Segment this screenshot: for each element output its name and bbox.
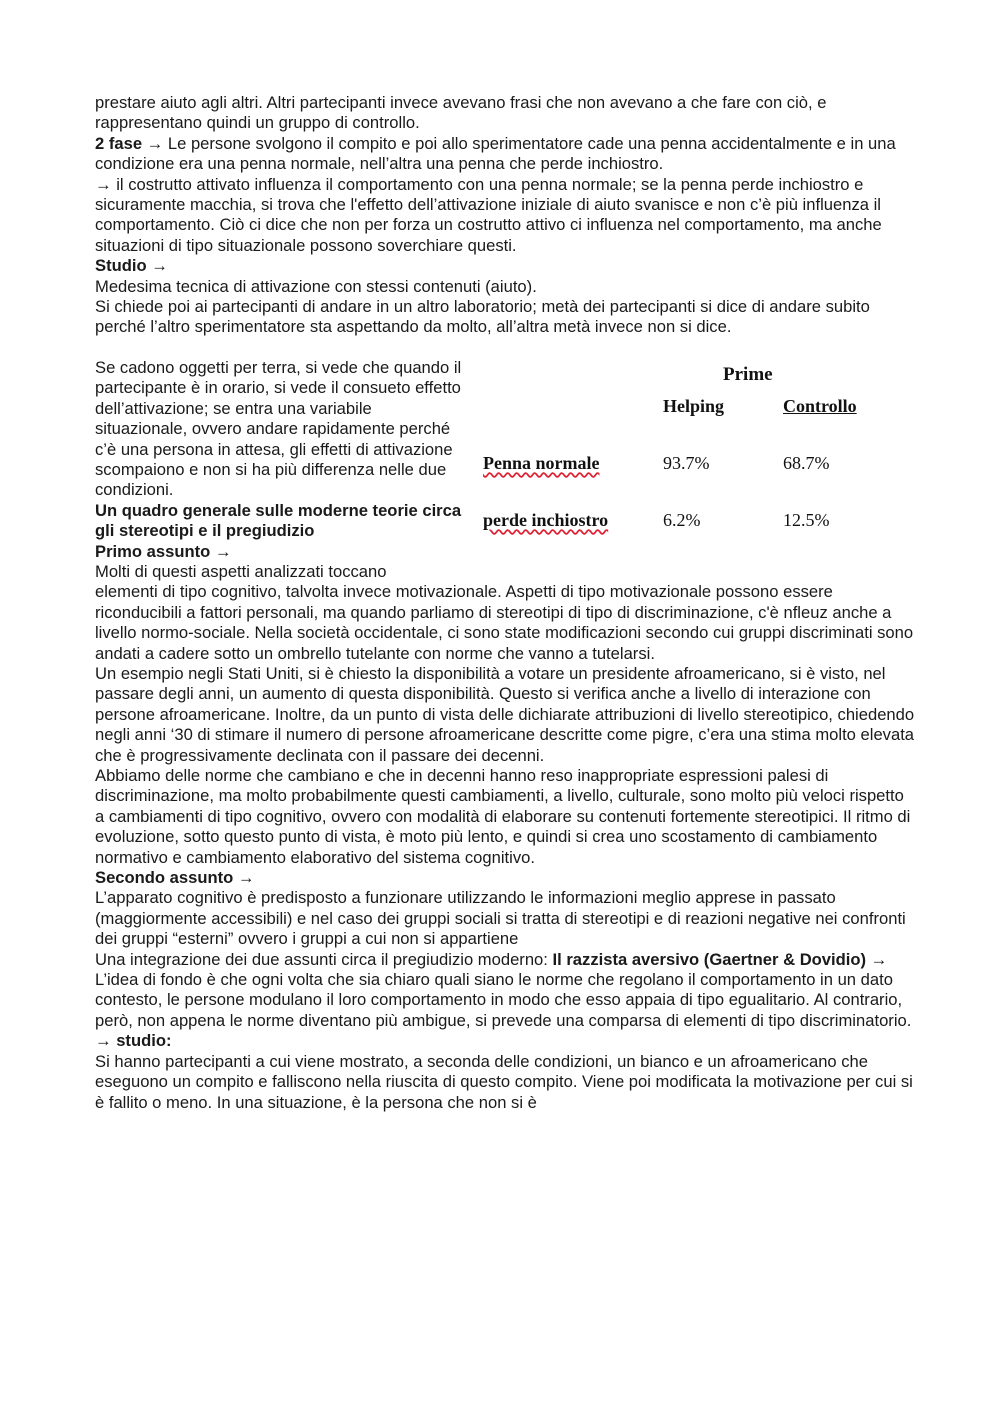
phase-label: 2 fase <box>95 133 143 153</box>
paragraph: Si hanno partecipanti a cui viene mostrato, a seconda delle condizioni, un bianco e un afroamericano che eseguono un compito e falliscono nella riuscita di questo compito. Viene poi modificata la motivazione per cui si è fallito o meno. In una situazione, è la persona che non si è <box>95 1051 913 1112</box>
paragraph-text: Una integrazione dei due assunti circa il pregiudizio moderno: <box>95 949 553 969</box>
results-table <box>481 360 901 560</box>
paragraph: Si chiede poi ai partecipanti di andare in un altro laboratorio; metà dei partecipanti si dice di andare subito perché l’altro sperimentatore sta aspettando da molto, all’altra metà invece non si dice. <box>95 297 870 337</box>
paragraph: Medesima tecnica di attivazione con stessi contenuti (aiuto). <box>95 276 537 296</box>
paragraph: prestare aiuto agli altri. Altri partecipanti invece avevano frasi che non avevano a che fare con ciò, e rappresentano quindi un gruppo di controllo. <box>95 93 827 133</box>
paragraph: L’apparato cognitivo è predisposto a funzionare utilizzando le informazioni meglio apprese in passato (maggiormente accessibili) e nel caso dei gruppi sociali si tratta di stereotipi e di reazioni negative nei confronti dei gruppi “esterni” ovvero i gruppi a cui non si appartiene <box>95 888 906 949</box>
paragraph: Se cadono oggetti per terra, si vede che quando il partecipante è in orario, si vede il consueto effetto dell’attivazione; se entra una variabile situazionale, ovvero andare rapidamente perché c’è una persona in attesa, gli effetti di attivazione scompaiono e non si ha più differenza nelle due condizioni. <box>95 357 462 500</box>
table-row-label: perde inchiostro <box>483 509 609 530</box>
section-label: Studio → <box>95 256 168 276</box>
text-with-table <box>95 358 915 582</box>
paragraph: Un esempio negli Stati Uniti, si è chiesto la disponibilità a votare un presidente afroamericano, si è visto, nel passare degli anni, un aumento di questa disponibilità. Questo si verifica anche a livello di interazione con persone afroamericane. Inoltre, da un punto di vista delle dichiarate attribuzioni di livello stereotipico, chiedendo negli anni ‘30 di stimare il numero di persone afroamericane descritte come pigre, c’era una stima molto elevata che è progressivamente declinata con il passare dei decenni. <box>95 663 915 765</box>
paragraph: elementi di tipo cognitivo, talvolta invece motivazionale. Aspetti di tipo motivazionale possono essere riconducibili a fattori personali, ma quando parliamo di stereotipi di tipo di discriminazione, c'è nfleuz anche a livello normo-sociale. Nella società occidentale, ci sono state modificazioni secondo cui gruppi discriminati sono andati a cadere sotto un ombrello tutelante con norme che vanno a tutelarsi. <box>95 582 914 663</box>
bold-term: Il razzista aversivo (Gaertner & Dovidio) → <box>552 949 888 969</box>
left-column <box>95 358 465 582</box>
section-heading: Un quadro generale sulle moderne teorie circa gli stereotipi e il pregiudizio <box>95 500 462 541</box>
table-cell: 6.2% <box>663 509 701 530</box>
paragraph-text: → Le persone svolgono il compito e poi allo sperimentatore cade una penna accidentalmente e in una condizione era una penna normale, nell’altra una penna che perde inchiostro. <box>95 133 896 174</box>
section-label: → studio: <box>95 1031 172 1051</box>
table-col-controllo: Controllo <box>783 395 857 416</box>
paragraph <box>95 134 915 175</box>
table-cell: 68.7% <box>783 452 830 473</box>
table-cell: 93.7% <box>663 452 710 473</box>
table-row-label: Penna normale <box>483 452 600 473</box>
paragraph <box>95 950 915 970</box>
paragraph: L’idea di fondo è che ogni volta che sia chiaro quali siano le norme che regolano il comportamento in un dato contesto, le persone modulano il loro comportamento in modo che esso appaia di tipo egualitario. Al contrario, però, non appena le norme diventano più ambigue, si prevede una comparsa di elementi di tipo discriminatorio. <box>95 970 912 1030</box>
section-label: Primo assunto → <box>95 541 232 561</box>
table-col-helping: Helping <box>663 395 725 416</box>
table-cell: 12.5% <box>783 509 830 530</box>
table-title: Prime <box>723 363 773 385</box>
section-label: Secondo assunto → <box>95 868 255 888</box>
paragraph-start: Molti di questi aspetti analizzati toccano <box>95 561 387 581</box>
document-page <box>95 93 915 1113</box>
paragraph: → il costrutto attivato influenza il comportamento con una penna normale; se la penna perde inchiostro e sicuramente macchia, si trova che l'effetto dell’attivazione iniziale di aiuto svanisce e non c’è più influenza il comportamento. Ciò ci dice che non per forza un costrutto attivo ci influenza nel comportamento, ma anche situazioni di tipo situazionale possono soverchiare questi. <box>95 174 882 255</box>
paragraph: Abbiamo delle norme che cambiano e che in decenni hanno reso inappropriate espressioni palesi di discriminazione, ma molto probabilmente questi cambiamenti, a livello, culturale, sono molto più veloci rispetto a cambiamenti di tipo cognitivo, ovvero con modalità di elaborare su contenuti fortemente stereotipici. Il ritmo di evoluzione, sotto questo punto di vista, è moto più lento, e quindi si crea uno scostamento di cambiamento normativo e cambiamento elaborativo del sistema cognitivo. <box>95 766 911 867</box>
